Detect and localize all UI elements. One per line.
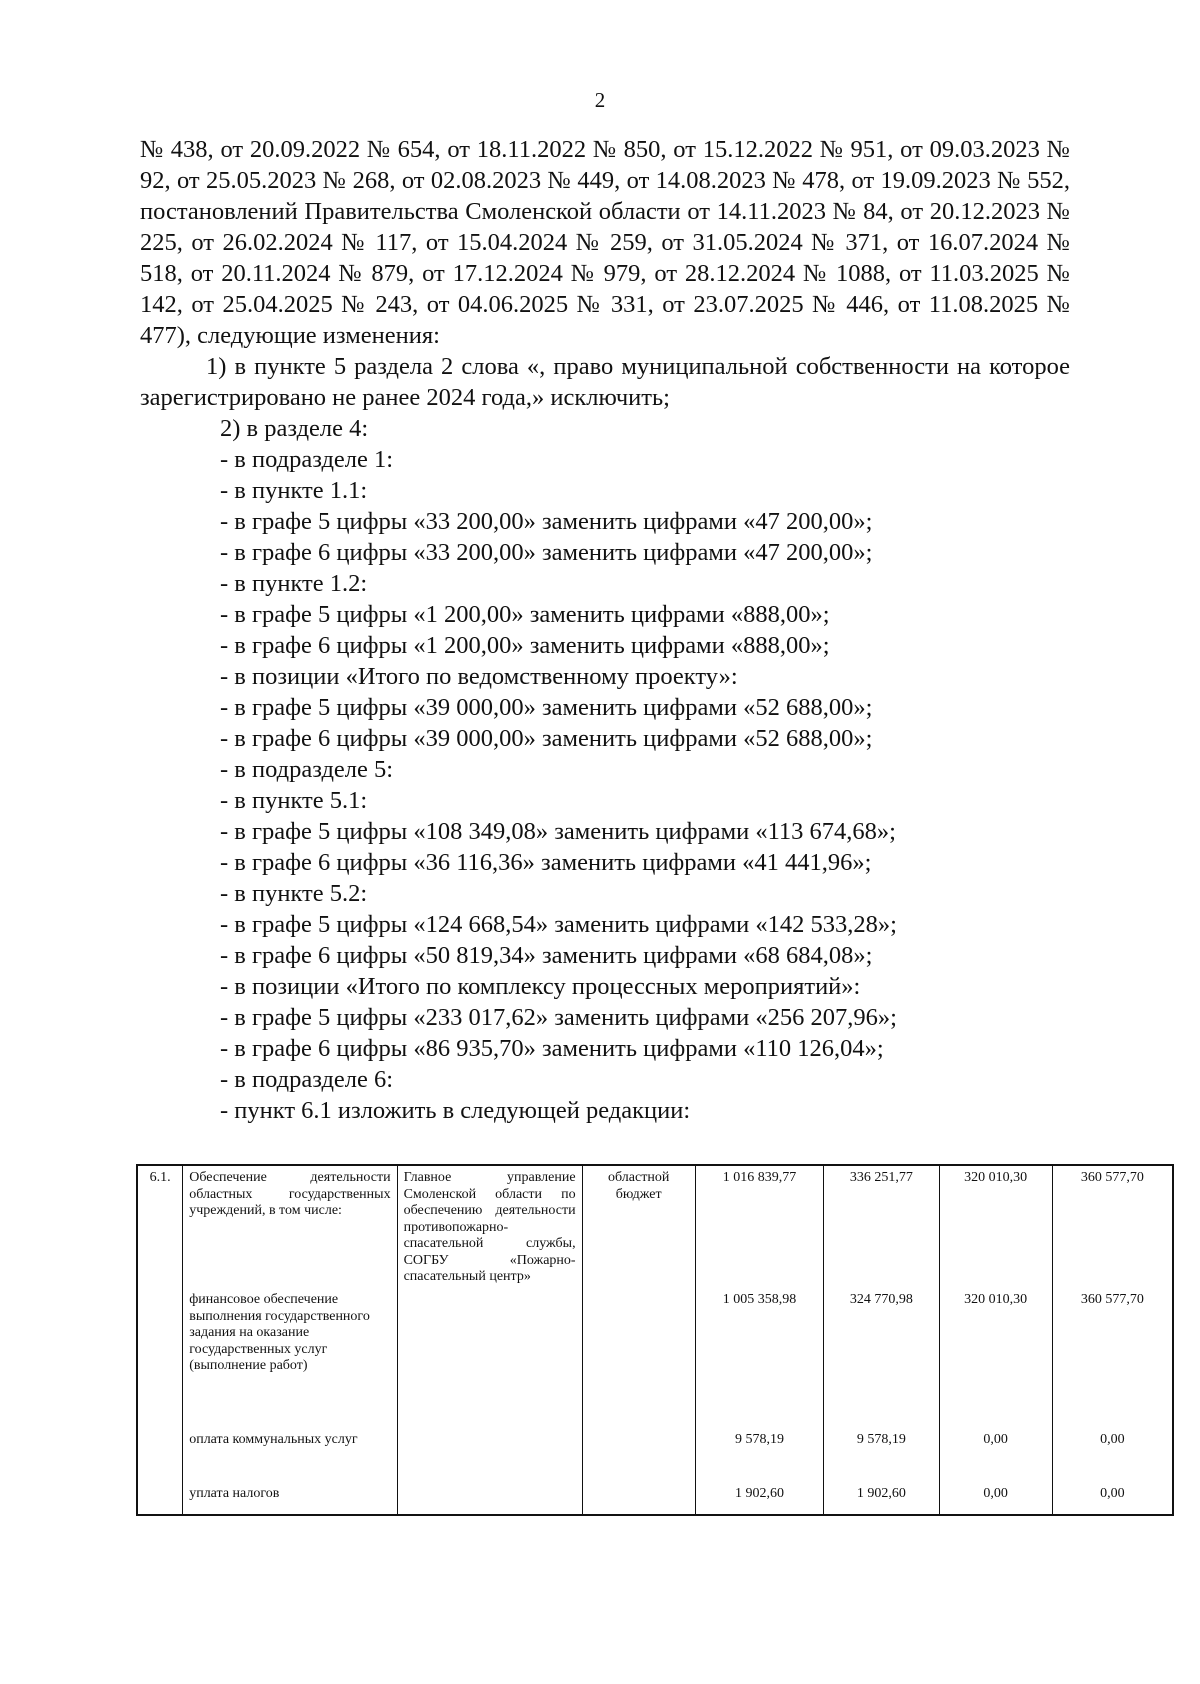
item-name: Обеспечение деятельности областных государственных учреждений, в том числе: xyxy=(189,1170,391,1218)
list-item: - в графе 6 цифры «36 116,36» заменить цифрами «41 441,96»; xyxy=(220,849,872,876)
executor-cell: Главное управление Смоленской области по обеспечению деятельности противопожарно-спасательной службы, СОГБУ «Пожарно-спасательный центр» xyxy=(397,1165,582,1515)
list-item: - в пункте 1.2: xyxy=(220,570,368,597)
value-cell: 0,00 xyxy=(1100,1432,1125,1447)
source-cell: областной бюджет xyxy=(582,1165,695,1515)
list-item: - в пункте 5.1: xyxy=(220,787,368,814)
item-name: уплата налогов xyxy=(189,1486,280,1501)
list-item: - в графе 6 цифры «1 200,00» заменить цифрами «888,00»; xyxy=(220,632,830,659)
item-name: оплата коммунальных услуг xyxy=(189,1432,358,1447)
item-name: финансовое обеспечение выполнения государственного задания на оказание государственных услуг (выполнение работ) xyxy=(189,1292,370,1373)
list-item: - пункт 6.1 изложить в следующей редакции: xyxy=(220,1097,691,1124)
value-cell: 324 770,98 xyxy=(849,1292,913,1307)
value-cell: 360 577,70 xyxy=(1080,1170,1144,1185)
column-8 xyxy=(1052,1165,1173,1515)
value-cell: 1 902,60 xyxy=(856,1486,906,1501)
value-cell: 1 016 839,77 xyxy=(722,1170,797,1185)
column-6 xyxy=(824,1165,939,1515)
budget-table xyxy=(136,1164,1174,1516)
column-7 xyxy=(939,1165,1052,1515)
value-cell: 9 578,19 xyxy=(734,1432,784,1447)
row-items-cell xyxy=(183,1165,397,1515)
value-cell: 9 578,19 xyxy=(856,1432,906,1447)
list-item: - в подразделе 1: xyxy=(220,446,394,473)
list-item: 2) в разделе 4: xyxy=(220,415,369,442)
paragraph: 1) в пункте 5 раздела 2 слова «, право муниципальной собственности на которое зарегистрировано не ранее 2024 года,» исключить; xyxy=(140,353,1070,411)
budget-table-wrap xyxy=(136,1164,1174,1516)
list-item: - в позиции «Итого по ведомственному проекту»: xyxy=(220,663,738,690)
list-item: - в пункте 5.2: xyxy=(220,880,368,907)
value-cell: 320 010,30 xyxy=(964,1292,1028,1307)
list-item: - в графе 5 цифры «233 017,62» заменить цифрами «256 207,96»; xyxy=(220,1004,897,1031)
value-cell: 1 902,60 xyxy=(734,1486,784,1501)
list-item: - в подразделе 5: xyxy=(220,756,394,783)
list-item: - в позиции «Итого по комплексу процессных мероприятий»: xyxy=(220,973,861,1000)
value-cell: 320 010,30 xyxy=(964,1170,1028,1185)
list-item: - в графе 5 цифры «39 000,00» заменить цифрами «52 688,00»; xyxy=(220,694,873,721)
value-cell: 0,00 xyxy=(983,1486,1008,1501)
column-5 xyxy=(695,1165,823,1515)
row-number: 6.1. xyxy=(137,1165,183,1515)
list-item: - в пункте 1.1: xyxy=(220,477,368,504)
paragraph: № 438, от 20.09.2022 № 654, от 18.11.2022 № 850, от 15.12.2022 № 951, от 09.03.2023 № 92, от 25.05.2023 № 268, от 02.08.2023 № 449, от 14.08.2023 № 478, от 19.09.2023 № 552, постановлений Правительства Смоленской области от 14.11.2023 № 84, от 20.12.2023 № 225, от 26.02.2024 № 117, от 15.04.2024 № 259, от 31.05.2024 № 371, от 16.07.2024 № 518, от 20.11.2024 № 879, от 17.12.2024 № 979, от 28.12.2024 № 1088, от 11.03.2025 № 142, от 25.04.2025 № 243, от 04.06.2025 № 331, от 23.07.2025 № 446, от 11.08.2025 № 477), следующие изменения: xyxy=(140,136,1070,349)
list-item: - в графе 6 цифры «50 819,34» заменить цифрами «68 684,08»; xyxy=(220,942,873,969)
list-item: - в подразделе 6: xyxy=(220,1066,394,1093)
list-item: - в графе 5 цифры «33 200,00» заменить цифрами «47 200,00»; xyxy=(220,508,873,535)
list-item: - в графе 5 цифры «124 668,54» заменить цифрами «142 533,28»; xyxy=(220,911,897,938)
document-body xyxy=(140,134,1070,1126)
list-item: - в графе 6 цифры «33 200,00» заменить цифрами «47 200,00»; xyxy=(220,539,873,566)
value-cell: 336 251,77 xyxy=(849,1170,913,1185)
value-cell: 360 577,70 xyxy=(1080,1292,1144,1307)
value-cell: 0,00 xyxy=(1100,1486,1125,1501)
page-number: 2 xyxy=(594,88,606,112)
value-cell: 1 005 358,98 xyxy=(722,1292,797,1307)
table-row xyxy=(137,1165,1173,1515)
list-item: - в графе 5 цифры «1 200,00» заменить цифрами «888,00»; xyxy=(220,601,830,628)
value-cell: 0,00 xyxy=(983,1432,1008,1447)
list-item: - в графе 6 цифры «39 000,00» заменить цифрами «52 688,00»; xyxy=(220,725,873,752)
list-item: - в графе 6 цифры «86 935,70» заменить цифрами «110 126,04»; xyxy=(220,1035,884,1062)
list-item: - в графе 5 цифры «108 349,08» заменить цифрами «113 674,68»; xyxy=(220,818,896,845)
